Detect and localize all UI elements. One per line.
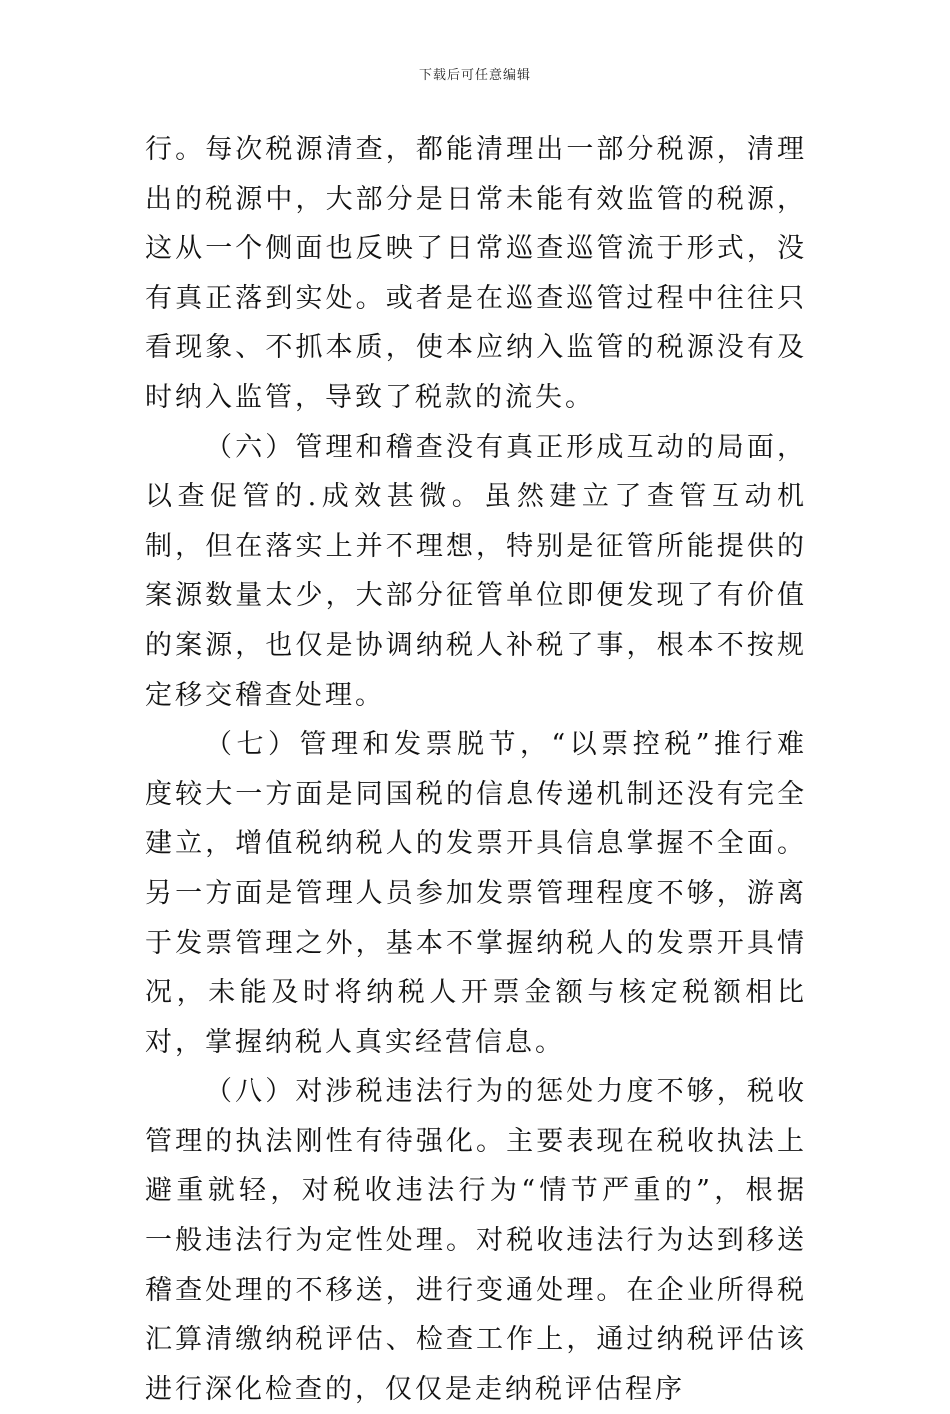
paragraph-4: （八）对涉税违法行为的惩处力度不够，税收管理的执法刚性有待强化。主要表现在税收执法上避重就轻，对税收违法行为“情节严重的”，根据一般违法行为定性处理。对税收违法行为达到移送稽查处理的不移送，进行变通处理。在企业所得税汇算清缴纳税评估、检查工作上，通过纳税评估该进行深化检查的，仅仅是走纳税评估程序 xyxy=(145,1076,807,1405)
document-body xyxy=(145,125,807,1414)
page-header: 下载后可任意编辑 xyxy=(418,68,531,83)
paragraph-1: 行。每次税源清查，都能清理出一部分税源，清理出的税源中，大部分是日常未能有效监管的税源，这从一个侧面也反映了日常巡查巡管流于形式，没有真正落到实处。或者是在巡查巡管过程中往往只看现象、不抓本质，使本应纳入监管的税源没有及时纳入监管，导致了税款的流失。 xyxy=(145,134,807,413)
paragraph-2: （六）管理和稽查没有真正形成互动的局面，以查促管的.成效甚微。虽然建立了查管互动机制，但在落实上并不理想，特别是征管所能提供的案源数量太少，大部分征管单位即便发现了有价值的案源，也仅是协调纳税人补税了事，根本不按规定移交稽查处理。 xyxy=(145,431,807,711)
paragraph-3: （七）管理和发票脱节，“以票控税”推行难度较大一方面是同国税的信息传递机制还没有完全建立，增值税纳税人的发票开具信息掌握不全面。另一方面是管理人员参加发票管理程度不够，游离于发票管理之外，基本不掌握纳税人的发票开具情况，未能及时将纳税人开票金额与核定税额相比对，掌握纳税人真实经营信息。 xyxy=(145,729,807,1058)
